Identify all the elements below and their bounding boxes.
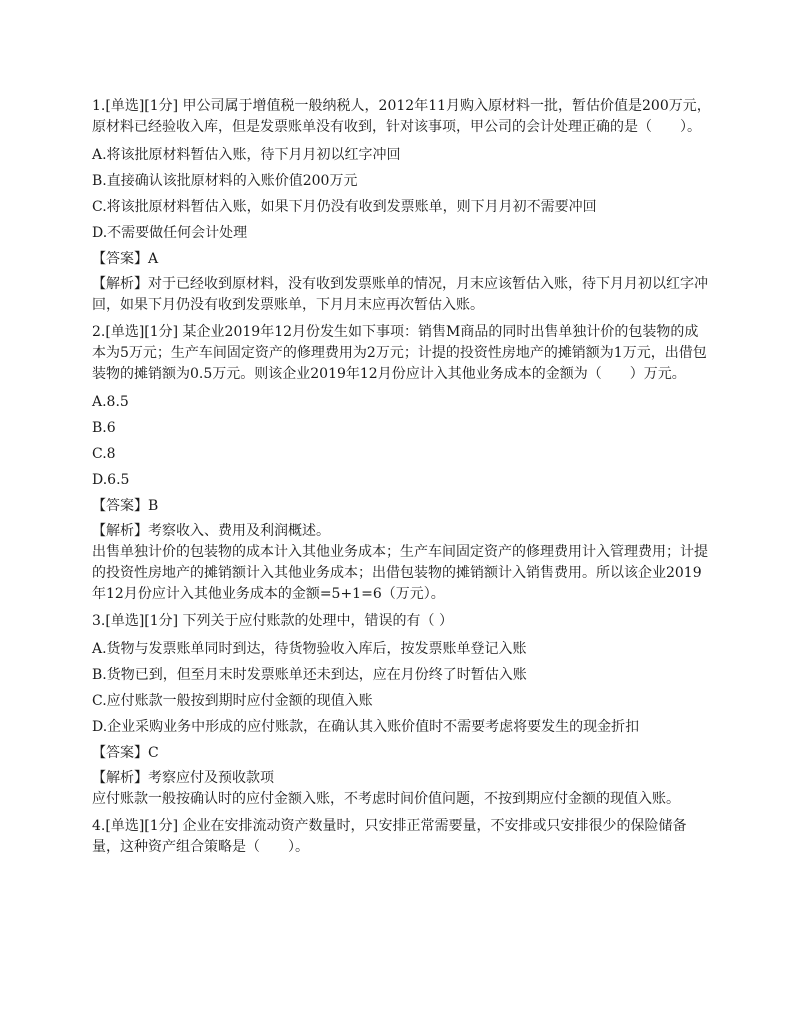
- option-a: A.将该批原材料暂估入账，待下月月初以红字冲回: [92, 147, 401, 163]
- option-c: C.将该批原材料暂估入账，如果下月仍没有收到发票账单，则下月月初不需要冲回: [92, 199, 597, 215]
- question-stem: 1.[单选][1分] 甲公司属于增值税一般纳税人，2012年11月购入原材料一批，暂估价值是200万元，原材料已经验收入库，但是发票账单没有收到，针对该事项，甲公司的会计处理正确的是（ ）。: [92, 98, 711, 135]
- question-stem: 4.[单选][1分] 企业在安排流动资产数量时，只安排正常需要量，不安排或只安排很少的保险储备量，这种资产组合策略是（ ）。: [92, 818, 687, 855]
- option-b: B.直接确认该批原材料的入账价值200万元: [92, 173, 358, 189]
- question-3: [92, 611, 712, 810]
- option-b: B.货物已到，但至月末时发票账单还未到达，应在月份终了时暂估入账: [92, 667, 527, 683]
- answer: 【答案】A: [92, 251, 159, 267]
- option-d: D.企业采购业务中形成的应付账款，在确认其入账价值时不需要考虑将要发生的现金折扣: [92, 719, 640, 735]
- question-2: [92, 322, 712, 605]
- analysis-body: 应付账款一般按确认时的应付金额入账，不考虑时间价值问题，不按到期应付金额的现值入账。: [92, 791, 680, 807]
- question-stem: 2.[单选][1分] 某企业2019年12月份发生如下事项：销售M商品的同时出售单独计价的包装物的成本为5万元；生产车间固定资产的修理费用为2万元；计提的投资性房地产的摊销额为1万元，出借包装物的摊销额为0.5万元。则该企业2019年12月份应计入其他业务成本的金额为（ ）万元。: [92, 324, 707, 382]
- option-c: C.8: [92, 446, 116, 462]
- option-b: B.6: [92, 420, 116, 436]
- exam-page: [92, 96, 712, 858]
- option-d: D.6.5: [92, 472, 130, 488]
- option-a: A.货物与发票账单同时到达，待货物验收入库后，按发票账单登记入账: [92, 641, 527, 657]
- option-c: C.应付账款一般按到期时应付金额的现值入账: [92, 693, 373, 709]
- analysis: 【解析】对于已经收到原材料，没有收到发票账单的情况，月末应该暂估入账，待下月月初以红字冲回，如果下月仍没有收到发票账单，下月月末应再次暂估入账。: [92, 276, 708, 313]
- answer: 【答案】B: [92, 498, 159, 514]
- option-a: A.8.5: [92, 394, 129, 410]
- question-stem: 3.[单选][1分] 下列关于应付账款的处理中，错误的有（ ）: [92, 613, 454, 629]
- analysis-body: 出售单独计价的包装物的成本计入其他业务成本；生产车间固定资产的修理费用计入管理费用；计提的投资性房地产的摊销额计入其他业务成本；出借包装物的摊销额计入销售费用。所以该企业2019年12月份应计入其他业务成本的金额=5+1=6（万元）。: [92, 544, 708, 602]
- question-1: [92, 96, 712, 316]
- analysis-heading: 【解析】考察应付及预收款项: [92, 770, 274, 786]
- option-d: D.不需要做任何会计处理: [92, 225, 248, 241]
- analysis-heading: 【解析】考察收入、费用及利润概述。: [92, 523, 330, 539]
- answer: 【答案】C: [92, 745, 159, 761]
- question-4: [92, 816, 712, 858]
